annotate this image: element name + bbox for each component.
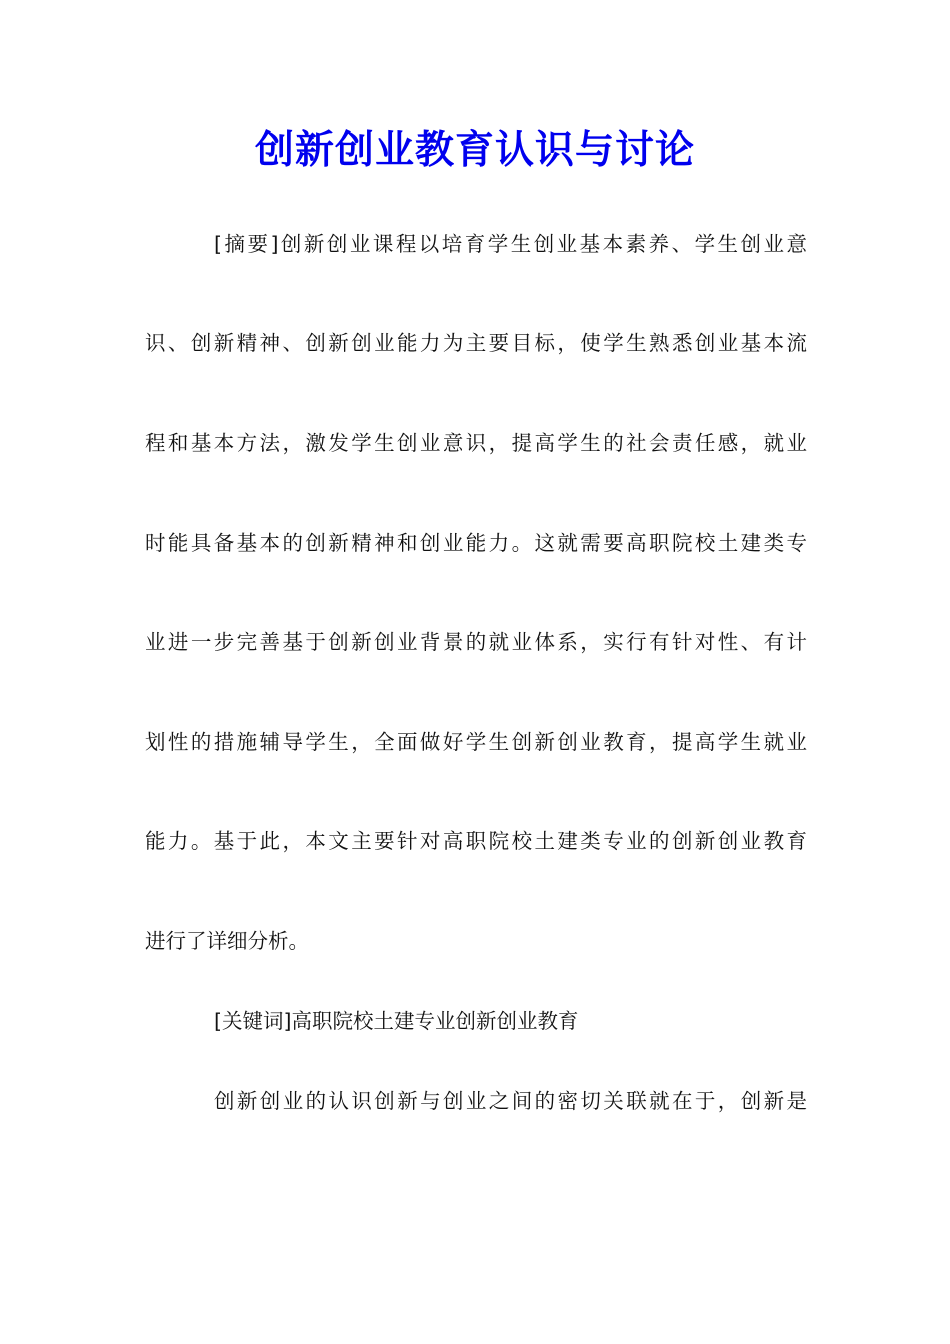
abstract-line-7: 能力。基于此，本文主要针对高职院校土建类专业的创新创业教育 bbox=[145, 829, 807, 853]
abstract-line-8: 进行了详细分析。 bbox=[145, 929, 309, 953]
abstract-line-3: 程和基本方法，激发学生创业意识，提高学生的社会责任感，就业 bbox=[145, 431, 807, 455]
abstract-line-4: 时能具备基本的创新精神和创业能力。这就需要高职院校土建类专 bbox=[145, 531, 807, 555]
keywords-line: [关键词]高职院校土建专业创新创业教育 bbox=[214, 1009, 579, 1033]
abstract-line-1: [摘要]创新创业课程以培育学生创业基本素养、学生创业意 bbox=[214, 232, 807, 256]
abstract-line-2: 识、创新精神、创新创业能力为主要目标，使学生熟悉创业基本流 bbox=[145, 331, 807, 355]
abstract-line-5: 业进一步完善基于创新创业背景的就业体系，实行有针对性、有计 bbox=[145, 630, 807, 654]
abstract-line-6: 划性的措施辅导学生，全面做好学生创新创业教育，提高学生就业 bbox=[145, 730, 807, 754]
document-title: 创新创业教育认识与讨论 bbox=[254, 127, 695, 173]
body-paragraph-line-1: 创新创业的认识创新与创业之间的密切关联就在于，创新是 bbox=[214, 1089, 807, 1113]
